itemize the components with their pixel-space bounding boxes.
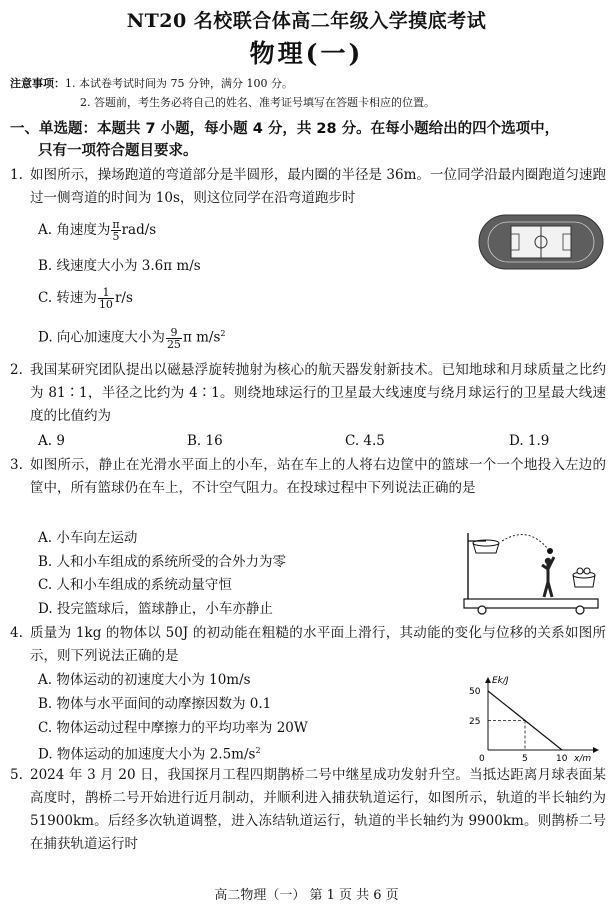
question-4 — [10, 622, 606, 668]
page-footer: 高二物理（一） 第 1 页 共 6 页 — [214, 888, 399, 903]
notes-block — [10, 74, 605, 112]
question-5 — [10, 764, 606, 856]
section-heading — [10, 118, 608, 162]
origin-label: 0 — [479, 754, 485, 764]
q2-option-a: A. 9 — [38, 433, 65, 449]
q1-option-a: A. 角速度为 $\frac{\pi}{5}$ rad/s — [38, 218, 157, 243]
q3-option-c: C. 人和小车组成的系统动量守恒 — [38, 577, 232, 593]
question-number: 1. — [10, 167, 23, 183]
question-2 — [10, 359, 606, 428]
q2-option-d: D. 1.9 — [509, 433, 550, 449]
q1-option-c: C. 转速为 $\frac{1}{10}$ r/s — [38, 286, 133, 311]
q4-option-c: C. 物体运动过程中摩擦力的平均功率为 20W — [38, 720, 308, 736]
notes-label: 注意事项： — [10, 77, 65, 90]
q2-option-c: C. 4.5 — [345, 433, 385, 449]
question-number: 5. — [10, 767, 23, 783]
question-stem: 如图所示，静止在光滑水平面上的小车，站在车上的人将右边筐中的篮球一个一个地投入左边的筐中，所有篮球仍在车上，不计空气阻力。在投球过程中下列说法正确的是 — [30, 457, 606, 496]
section-line-1: 一、单选题：本题共 7 小题，每小题 4 分，共 28 分。在每小题给出的四个选项中， — [10, 121, 560, 137]
q4-option-d: D. 物体运动的加速度大小为 $2.5m/s^2$ — [38, 746, 261, 763]
q1-option-b: B. 线速度大小为 3.6π m/s — [38, 258, 201, 274]
cart-basket-figure — [462, 527, 602, 615]
note-item-1: 1. 本试卷考试时间为 75 分钟，满分 100 分。 — [65, 77, 293, 90]
q3-option-b: B. 人和小车组成的系统所受的合外力为零 — [38, 554, 287, 570]
x-tick-10: 10 — [556, 754, 568, 764]
question-number: 2. — [10, 362, 23, 378]
question-3 — [10, 454, 606, 500]
q3-option-a: A. 小车向左运动 — [38, 530, 138, 546]
note-item-2: 2. 答题前，考生务必将自己的姓名、准考证号填写在答题卡相应的位置。 — [80, 96, 435, 109]
q4-option-a: A. 物体运动的初速度大小为 10m/s — [38, 672, 251, 688]
kinetic-energy-graph — [466, 672, 606, 764]
q3-option-d: D. 投完篮球后，篮球静止，小车亦静止 — [38, 601, 273, 617]
x-axis-label: x/m — [574, 754, 592, 764]
x-tick-5: 5 — [522, 754, 528, 764]
question-stem: 我国某研究团队提出以磁悬浮旋转抛射为核心的航天器发射新技术。已知地球和月球质量之比约为 81∶1，半径之比约为 4∶1。则绕地球运行的卫星最大线速度与绕月球运行的卫星最大线速度的比值约为 — [30, 362, 606, 424]
question-1 — [10, 164, 606, 210]
q1-option-d: D. 向心加速度大小为 $\frac{9}{25}$ π $m/s^2$ — [38, 325, 226, 351]
y-axis-label: Ek/J — [492, 676, 509, 686]
question-stem: 如图所示，操场跑道的弯道部分是半圆形，最内圈的半径是 36m。一位同学沿最内圈跑道匀速跑过一侧弯道的时间为 10s，则这位同学在沿弯道跑步时 — [30, 167, 606, 206]
exam-subtitle: 物理(一) — [249, 39, 364, 68]
running-track-figure — [478, 214, 604, 270]
section-line-2: 只有一项符合题目要求。 — [38, 143, 198, 159]
y-tick-25: 25 — [469, 717, 481, 727]
y-tick-50: 50 — [469, 687, 481, 697]
question-stem: 2024 年 3 月 20 日，我国探月工程四期鹊桥二号中继星成功发射升空。当抵达距离月球表面某高度时，鹊桥二号开始进行近月制动，并顺利进入捕获轨道运行，如图所示，轨道的半长轴约为 51900km。后经多次轨道调整，进入冻结轨道运行，轨道的半长轴约为 9900km。则鹊桥二号在捕获轨道运行时 — [30, 767, 606, 852]
question-number: 3. — [10, 457, 23, 473]
question-number: 4. — [10, 625, 23, 641]
exam-title: NT20 名校联合体高二年级入学摸底考试 — [126, 10, 487, 32]
question-stem: 质量为 1kg 的物体以 50J 的初动能在粗糙的水平面上滑行，其动能的变化与位移的关系如图所示，则下列说法正确的是 — [30, 625, 606, 664]
q4-option-b: B. 物体与水平面间的动摩擦因数为 0.1 — [38, 696, 272, 712]
q2-option-b: B. 16 — [187, 433, 223, 449]
